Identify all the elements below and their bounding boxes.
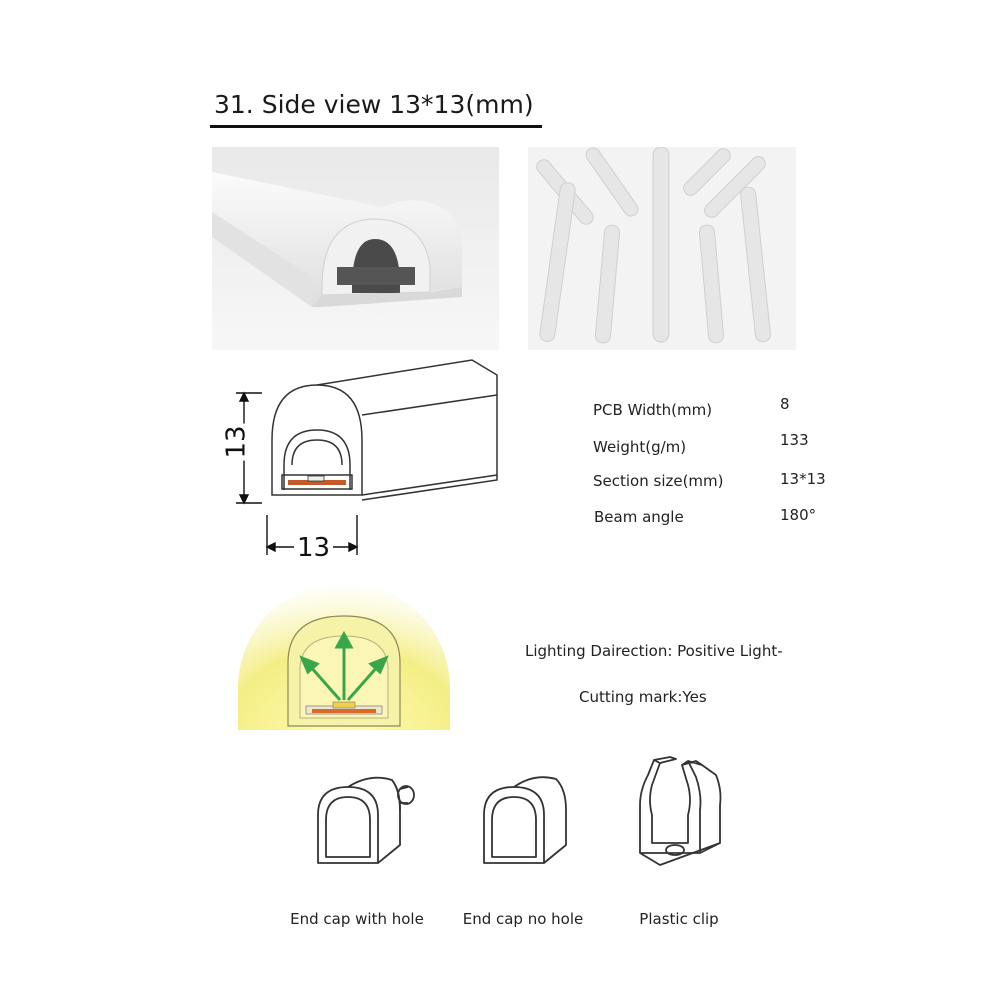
page-title: 31. Side view 13*13(mm) xyxy=(214,90,534,119)
accessory-end-cap-no-hole xyxy=(470,765,580,875)
cutting-mark-text: Cutting mark:Yes xyxy=(579,688,707,706)
title-underline xyxy=(210,125,542,128)
dimension-diagram xyxy=(222,355,512,570)
spec-label-beam-angle: Beam angle xyxy=(594,508,684,526)
height-dimension-label: 13 xyxy=(221,425,252,459)
end-cap-with-hole-label: End cap with hole xyxy=(290,910,424,928)
lighting-direction-text: Lighting Dairection: Positive Light- xyxy=(525,642,783,660)
plastic-clip-label: Plastic clip xyxy=(639,910,719,928)
plastic-clip-icon xyxy=(630,755,730,875)
spec-value-weight: 133 xyxy=(780,431,809,449)
accessory-plastic-clip xyxy=(630,755,730,875)
light-emission-diagram xyxy=(238,578,450,730)
end-cap-no-hole-label: End cap no hole xyxy=(462,910,584,928)
tubes-render xyxy=(528,147,796,350)
end-cap-with-hole-icon xyxy=(300,765,420,875)
profile-photo xyxy=(212,147,499,350)
accessory-end-cap-with-hole xyxy=(300,765,420,875)
spec-label-weight: Weight(g/m) xyxy=(593,438,687,456)
specs-table xyxy=(590,395,850,535)
end-cap-no-hole-icon xyxy=(470,765,580,875)
spec-label-section-size: Section size(mm) xyxy=(593,472,724,490)
profile-render xyxy=(212,147,499,350)
spec-value-section-size: 13*13 xyxy=(780,470,826,488)
technical-drawing xyxy=(222,355,512,570)
spec-value-beam-angle: 180° xyxy=(780,506,817,524)
beam-illustration xyxy=(238,578,450,730)
tubes-photo xyxy=(528,147,796,350)
spec-value-pcb-width: 8 xyxy=(780,395,790,413)
spec-label-pcb-width: PCB Width(mm) xyxy=(593,401,713,419)
width-dimension-label: 13 xyxy=(294,533,333,563)
